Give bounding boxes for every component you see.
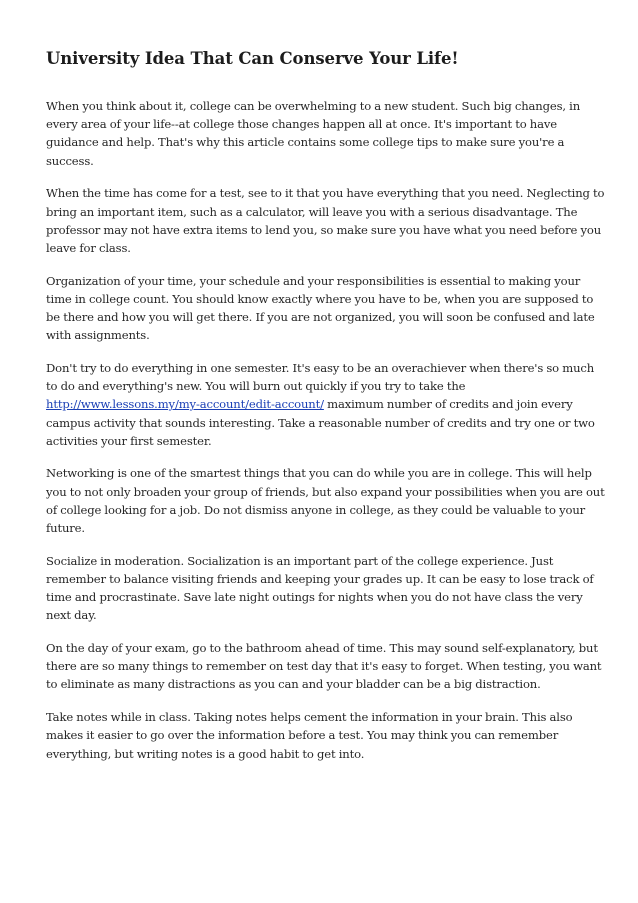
paragraph-take-notes: Take notes while in class. Taking notes helps cement the information in your brain. This also makes it easier to go over the information before a test. You may think you can remember everything, but writing notes is a good habit to get into. <box>46 710 573 761</box>
account-link[interactable]: http://www.lessons.my/my-account/edit-account/ <box>46 397 324 412</box>
paragraph-socialize: Socialize in moderation. Socialization is an important part of the college experience. Just remember to balance visiting friends and keeping your grades up. It can be easy to lose track of time and procrastinate. Save late night outings for nights when you do not have class the very next day. <box>46 553 594 623</box>
paragraph-text-after-link: maximum number of credits and join every campus activity that sounds interesting. Take a reasonable number of credits and try one or two activities your first semester. <box>46 397 595 448</box>
document-page <box>46 48 606 777</box>
paragraph-text-before-link: Don't try to do everything in one semester. It's easy to be an overachiever when there's so much to do and everything's new. You will burn out quickly if you try to take the <box>46 360 595 394</box>
paragraph-exam-day: On the day of your exam, go to the bathroom ahead of time. This may sound self-explanatory, but there are so many things to remember on test day that it's easy to forget. When testing, you want to eliminate as many distractions as you can and your bladder can be a big distraction. <box>46 641 602 692</box>
paragraph-test-prep: When the time has come for a test, see to it that you have everything that you need. Neglecting to bring an important item, such as a calculator, will leave you with a serious disadvantage. The professor may not have extra items to lend you, so make sure you have what you need before you leave for class. <box>46 186 605 255</box>
document-title: University Idea That Can Conserve Your Life! <box>46 49 459 68</box>
paragraph-one-semester <box>46 359 606 450</box>
paragraph-intro: When you think about it, college can be overwhelming to a new student. Such big changes, in every area of your life--at college those changes happen all at once. It's important to have guidance and help. That's why this article contains some college tips to make sure you're a success. <box>46 99 581 168</box>
paragraph-networking: Networking is one of the smartest things that you can do while you are in college. This will help you to not only broaden your group of friends, but also expand your possibilities when you are out of college looking for a job. Do not dismiss anyone in college, as they could be valuable to your future. <box>46 466 605 536</box>
paragraph-organization: Organization of your time, your schedule and your responsibilities is essential to making your time in college count. You should know exactly where you have to be, when you are supposed to be there and how you will get there. If you are not organized, you will soon be confused and late with assignments. <box>46 273 595 343</box>
